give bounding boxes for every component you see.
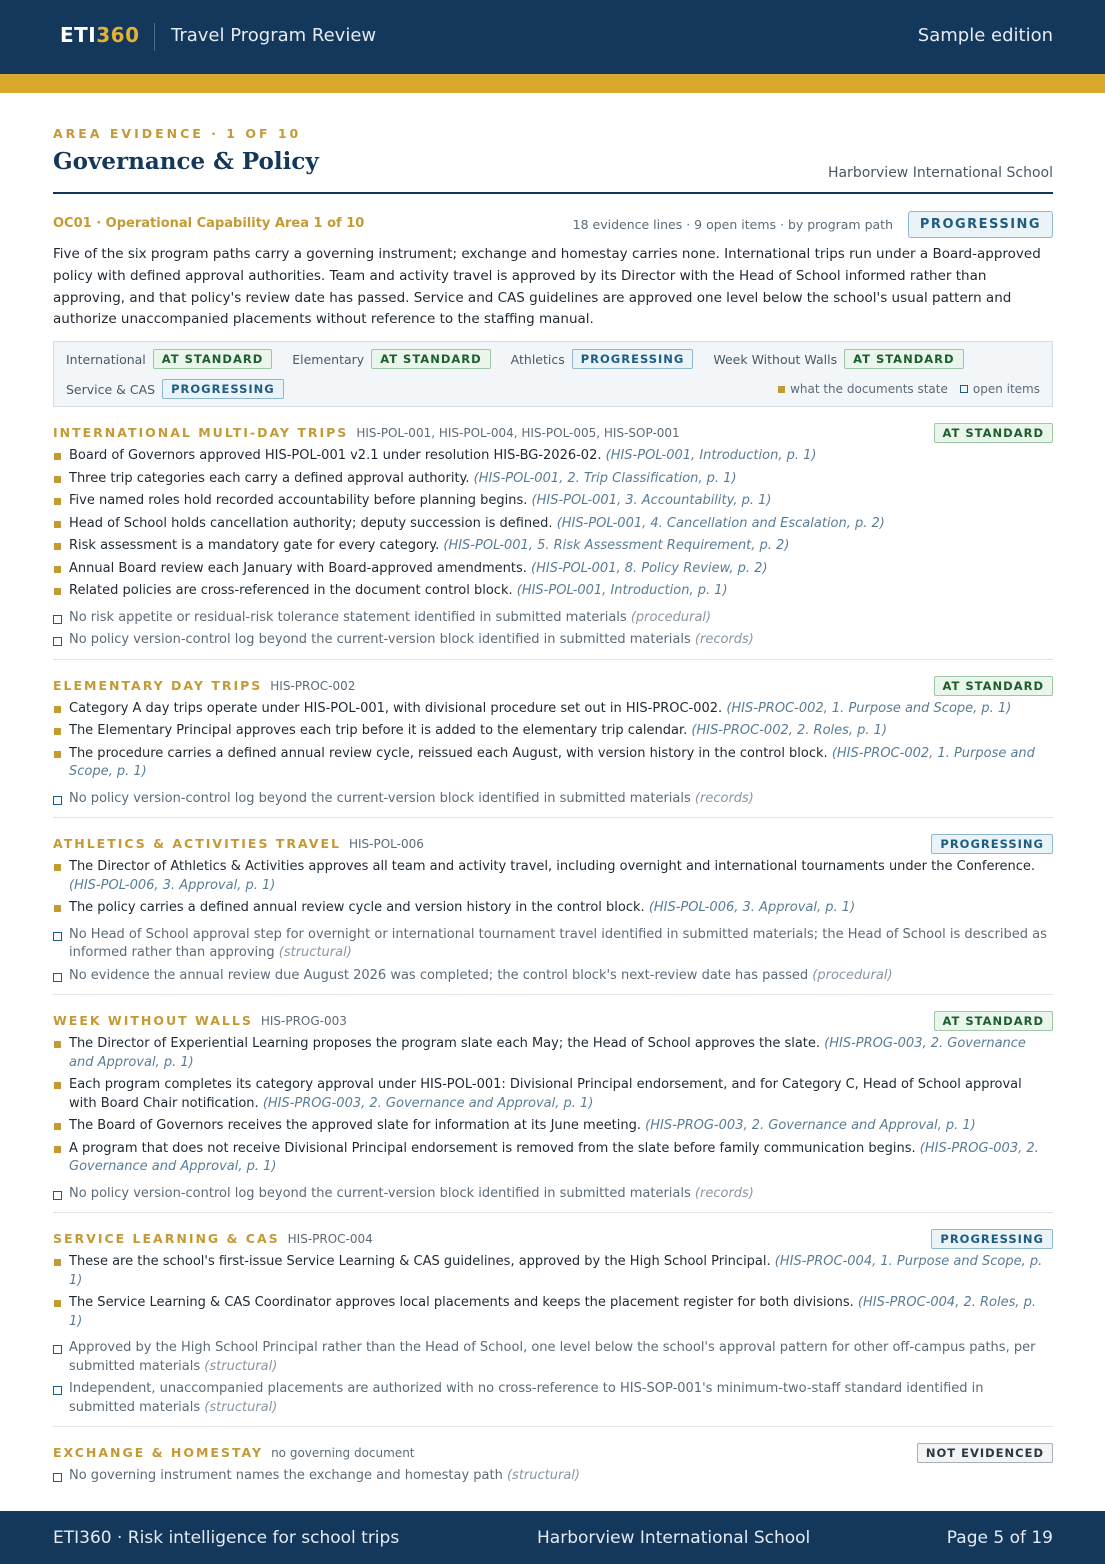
fact-citation: (HIS-PROC-002, 1. Purpose and Scope, p. 1) bbox=[69, 745, 1035, 780]
fact-text: Five named roles hold recorded accountability before planning begins. bbox=[69, 493, 528, 509]
school-name: Harborview International School bbox=[827, 165, 1053, 181]
fact-text: These are the school's first-issue Service Learning & CAS guidelines, approved by the High School Principal. bbox=[69, 1254, 771, 1270]
path-name-text: SERVICE LEARNING & CAS bbox=[53, 1231, 280, 1247]
open-item bbox=[53, 1339, 1053, 1376]
legend bbox=[766, 382, 1040, 396]
legend-facts bbox=[778, 382, 948, 396]
open-item-category: (structural) bbox=[204, 1399, 278, 1415]
open-item-text: Approved by the High School Principal rather than the Head of School, one level below the school's approval pattern for other off-campus paths, per submitted materials bbox=[69, 1340, 1036, 1374]
open-item-text: No evidence the annual review due August 2026 was completed; the control block's next-review date has passed bbox=[69, 967, 809, 983]
page-title: Governance & Policy bbox=[53, 148, 319, 175]
status-pair bbox=[713, 349, 963, 369]
open-item-text: No Head of School approval step for overnight or international tournament travel identified in submitted materials; the Head of School is described as informed rather than approving bbox=[69, 926, 1047, 961]
path-section-international bbox=[53, 421, 1053, 660]
open-item-category: (records) bbox=[694, 790, 754, 806]
path-header bbox=[53, 674, 1053, 696]
evidence-fact-item bbox=[53, 560, 1053, 579]
evidence-fact-item bbox=[53, 1117, 1053, 1136]
path-status-badge: PROGRESSING bbox=[931, 834, 1053, 854]
footer-school: Harborview International School bbox=[537, 1528, 811, 1548]
open-item-text: No policy version-control log beyond the current-version block identified in submitted materials bbox=[69, 632, 691, 648]
fact-text: Risk assessment is a mandatory gate for every category. bbox=[69, 538, 440, 554]
fact-citation: (HIS-POL-006, 3. Approval, p. 1) bbox=[69, 877, 276, 893]
path-section-exchange bbox=[53, 1441, 1053, 1495]
status-path-label: Week Without Walls bbox=[713, 351, 838, 367]
evidence-facts-list bbox=[53, 700, 1053, 782]
legend-gaps-label: open items bbox=[972, 382, 1040, 397]
path-section-service-cas bbox=[53, 1227, 1053, 1427]
fact-text: Head of School holds cancellation authority; deputy succession is defined. bbox=[69, 515, 553, 531]
path-status-wrapper bbox=[934, 675, 1053, 696]
fact-text: The Elementary Principal approves each trip before it is added to the elementary trip calendar. bbox=[69, 723, 688, 739]
open-items-list bbox=[53, 1339, 1053, 1417]
open-item-category: (records) bbox=[694, 1185, 754, 1201]
open-items-list bbox=[53, 1467, 1053, 1486]
open-item bbox=[53, 1380, 1053, 1417]
accent-strip bbox=[0, 74, 1105, 93]
path-status-wrapper bbox=[931, 833, 1053, 854]
brand-divider bbox=[154, 23, 155, 51]
legend-gaps bbox=[960, 382, 1040, 396]
open-item bbox=[53, 609, 1053, 628]
evidence-fact-item bbox=[53, 470, 1053, 489]
status-path-label: Athletics bbox=[510, 351, 565, 367]
oc-label: OC01 · Operational Capability Area 1 of 10 bbox=[53, 216, 365, 231]
evidence-fact-item bbox=[53, 1253, 1053, 1290]
path-section-athletics bbox=[53, 832, 1053, 995]
path-status-grid bbox=[53, 341, 1053, 407]
open-item-text: No governing instrument names the exchange and homestay path bbox=[69, 1468, 503, 1484]
path-name bbox=[53, 1445, 415, 1460]
fact-citation: (HIS-PROG-003, 2. Governance and Approval, p. 1) bbox=[69, 1036, 1026, 1070]
footer-bar bbox=[0, 1511, 1105, 1564]
fact-text: Related policies are cross-referenced in the document control block. bbox=[69, 583, 513, 599]
path-name bbox=[53, 1013, 347, 1028]
evidence-facts-list bbox=[53, 858, 1053, 918]
fact-citation: (HIS-POL-001, Introduction, p. 1) bbox=[605, 448, 817, 464]
evidence-facts-list bbox=[53, 1035, 1053, 1177]
status-pair bbox=[511, 349, 694, 369]
page-content bbox=[53, 126, 1053, 1495]
fact-citation: (HIS-PROC-004, 2. Roles, p. 1) bbox=[69, 1295, 1037, 1329]
path-status-wrapper bbox=[931, 1228, 1053, 1249]
fact-citation: (HIS-POL-006, 3. Approval, p. 1) bbox=[648, 900, 856, 916]
evidence-fact-item bbox=[53, 1294, 1053, 1331]
evidence-fact-item bbox=[53, 515, 1053, 534]
path-header bbox=[53, 1009, 1053, 1031]
area-eyebrow: AREA EVIDENCE · 1 OF 10 bbox=[53, 126, 302, 141]
path-name bbox=[53, 836, 424, 851]
fact-text: A program that does not receive Divisional Principal endorsement is removed from the slate before family communication begins. bbox=[69, 1140, 916, 1156]
fact-citation: (HIS-POL-001, 3. Accountability, p. 1) bbox=[531, 493, 772, 509]
fact-text: The policy carries a defined annual review cycle and version history in the control block. bbox=[69, 900, 645, 916]
path-header bbox=[53, 1441, 1053, 1463]
path-status-badge: AT STANDARD bbox=[934, 676, 1053, 696]
path-name-text: EXCHANGE & HOMESTAY bbox=[53, 1445, 264, 1461]
evidence-facts-list bbox=[53, 1253, 1053, 1331]
oc-stats: 18 evidence lines · 9 open items · by program path bbox=[572, 217, 893, 232]
evidence-fact-item bbox=[53, 899, 1053, 918]
open-item bbox=[53, 1467, 1053, 1486]
footer-page-number: Page 5 of 19 bbox=[946, 1528, 1053, 1548]
open-items-list bbox=[53, 609, 1053, 650]
open-square-icon bbox=[960, 385, 968, 393]
brand-main: ETI bbox=[60, 23, 97, 47]
open-item-category: (structural) bbox=[506, 1468, 580, 1484]
status-path-label: Elementary bbox=[292, 351, 365, 367]
path-document-refs: HIS-POL-001, HIS-POL-004, HIS-POL-005, HIS-SOP-001 bbox=[356, 426, 680, 441]
path-name bbox=[53, 1231, 373, 1246]
path-document-refs: HIS-PROC-004 bbox=[287, 1232, 373, 1247]
oc-status-badge: PROGRESSING bbox=[908, 211, 1053, 238]
path-name-text: ATHLETICS & ACTIVITIES TRAVEL bbox=[53, 836, 341, 852]
fact-text: The Service Learning & CAS Coordinator approves local placements and keeps the placement register for both divisions. bbox=[69, 1295, 854, 1311]
evidence-fact-item bbox=[53, 722, 1053, 741]
path-section-elementary bbox=[53, 674, 1053, 819]
fact-text: The procedure carries a defined annual review cycle, reissued each August, with version history in the control block. bbox=[69, 745, 828, 761]
brand-logo bbox=[60, 23, 140, 47]
fact-text: The Director of Experiential Learning proposes the program slate each May; the Head of School approves the slate. bbox=[69, 1036, 821, 1052]
fact-text: Board of Governors approved HIS-POL-001 v2.1 under resolution HIS-BG-2026-02. bbox=[69, 448, 602, 464]
path-header bbox=[53, 832, 1053, 854]
top-header-bar bbox=[0, 0, 1105, 74]
evidence-fact-item bbox=[53, 1076, 1053, 1113]
document-title: Travel Program Review bbox=[171, 25, 377, 46]
path-status-badge: PROGRESSING bbox=[931, 1229, 1053, 1249]
fact-citation: (HIS-POL-001, 5. Risk Assessment Requirement, p. 2) bbox=[443, 538, 790, 554]
fact-citation: (HIS-PROG-003, 2. Governance and Approval, p. 1) bbox=[645, 1118, 976, 1134]
edition-label: Sample edition bbox=[917, 25, 1053, 46]
open-item bbox=[53, 1185, 1053, 1204]
path-status-badge: AT STANDARD bbox=[934, 1011, 1053, 1031]
open-item bbox=[53, 790, 1053, 809]
open-item-category: (procedural) bbox=[812, 967, 893, 983]
path-status-wrapper bbox=[934, 422, 1053, 443]
status-badge: PROGRESSING bbox=[162, 379, 284, 399]
fact-citation: (HIS-PROG-003, 2. Governance and Approval, p. 1) bbox=[262, 1095, 594, 1111]
open-item-category: (procedural) bbox=[630, 609, 712, 625]
path-status-badge: AT STANDARD bbox=[934, 423, 1053, 443]
open-item-category: (records) bbox=[694, 632, 754, 648]
open-item-text: No policy version-control log beyond the current-version block identified in submitted materials bbox=[69, 1185, 691, 1201]
path-document-refs: HIS-PROG-003 bbox=[260, 1014, 347, 1029]
path-document-refs: HIS-PROC-002 bbox=[270, 678, 356, 693]
path-document-refs: no governing document bbox=[271, 1446, 415, 1461]
path-document-refs: HIS-POL-006 bbox=[348, 837, 424, 852]
status-badge: AT STANDARD bbox=[371, 349, 490, 369]
evidence-fact-item bbox=[53, 537, 1053, 556]
path-name-text: WEEK WITHOUT WALLS bbox=[53, 1013, 253, 1029]
title-row bbox=[53, 148, 1053, 194]
status-pair bbox=[66, 379, 284, 399]
open-item-category: (structural) bbox=[278, 945, 352, 961]
open-item-text: No policy version-control log beyond the current-version block identified in submitted materials bbox=[69, 790, 691, 806]
open-items-list bbox=[53, 790, 1053, 809]
fact-citation: (HIS-POL-001, Introduction, p. 1) bbox=[516, 583, 728, 599]
fact-citation: (HIS-PROG-003, 2. Governance and Approval, p. 1) bbox=[69, 1140, 1039, 1175]
status-path-label: International bbox=[66, 351, 146, 367]
status-badge: AT STANDARD bbox=[844, 349, 963, 369]
fact-text: Category A day trips operate under HIS-POL-001, with divisional procedure set out in HIS-PROC-002. bbox=[69, 700, 723, 716]
oc-row bbox=[53, 211, 1053, 239]
path-status-wrapper bbox=[934, 1010, 1053, 1031]
open-item-text: Independent, unaccompanied placements are authorized with no cross-reference to HIS-SOP-001's minimum-two-staff standard identified in submitted materials bbox=[69, 1381, 984, 1415]
evidence-fact-item bbox=[53, 858, 1053, 895]
evidence-facts-list bbox=[53, 447, 1053, 601]
path-name-text: INTERNATIONAL MULTI-DAY TRIPS bbox=[53, 425, 349, 441]
path-header bbox=[53, 1227, 1053, 1249]
status-path-label: Service & CAS bbox=[66, 381, 156, 397]
fact-text: The Board of Governors receives the approved slate for information at its June meeting. bbox=[69, 1118, 642, 1134]
path-status-wrapper bbox=[917, 1442, 1053, 1463]
fact-citation: (HIS-POL-001, 4. Cancellation and Escalation, p. 2) bbox=[556, 515, 885, 531]
fact-citation: (HIS-PROC-002, 2. Roles, p. 1) bbox=[691, 723, 888, 739]
fact-citation: (HIS-PROC-002, 1. Purpose and Scope, p. 1) bbox=[726, 700, 1012, 716]
evidence-fact-item bbox=[53, 700, 1053, 719]
path-section-week-without-walls bbox=[53, 1009, 1053, 1213]
open-item-text: No risk appetite or residual-risk tolerance statement identified in submitted materials bbox=[69, 609, 627, 625]
evidence-fact-item bbox=[53, 1140, 1053, 1177]
status-badge: AT STANDARD bbox=[153, 349, 272, 369]
footer-brand: ETI360 · Risk intelligence for school trips bbox=[53, 1528, 400, 1548]
path-name bbox=[53, 425, 680, 440]
fact-text: The Director of Athletics & Activities approves all team and activity travel, including overnight and international tournaments under the Conference. bbox=[69, 859, 1036, 875]
status-badge: PROGRESSING bbox=[572, 349, 694, 369]
brand-accent: 360 bbox=[96, 23, 140, 47]
fact-text: Three trip categories each carry a defined approval authority. bbox=[69, 470, 470, 486]
evidence-fact-item bbox=[53, 582, 1053, 601]
evidence-fact-item bbox=[53, 1035, 1053, 1072]
evidence-fact-item bbox=[53, 745, 1053, 782]
open-items-list bbox=[53, 1185, 1053, 1204]
open-item bbox=[53, 631, 1053, 650]
open-item-category: (structural) bbox=[204, 1358, 278, 1374]
fact-citation: (HIS-POL-001, 8. Policy Review, p. 2) bbox=[531, 560, 768, 576]
path-status-badge: NOT EVIDENCED bbox=[917, 1443, 1053, 1463]
path-header bbox=[53, 421, 1053, 443]
status-row-1 bbox=[66, 349, 1040, 369]
path-name-text: ELEMENTARY DAY TRIPS bbox=[53, 677, 263, 693]
open-items-list bbox=[53, 926, 1053, 986]
legend-facts-label: what the documents state bbox=[790, 382, 948, 397]
open-item bbox=[53, 967, 1053, 986]
status-pair bbox=[292, 349, 490, 369]
filled-square-icon bbox=[778, 386, 785, 393]
evidence-fact-item bbox=[53, 447, 1053, 466]
path-name bbox=[53, 678, 355, 693]
status-pair bbox=[66, 349, 272, 369]
open-item bbox=[53, 926, 1053, 963]
fact-text: Annual Board review each January with Board-approved amendments. bbox=[69, 560, 527, 576]
fact-text: Each program completes its category approval under HIS-POL-001: Divisional Principal endorsement, and for Category C, Head of School approval with Board Chair notification. bbox=[69, 1077, 1022, 1111]
area-summary: Five of the six program paths carry a governing instrument; exchange and homestay carries none. International trips run under a Board-approved policy with defined approval authorities. Team and activity travel is approved by its Director with the Head of School informed rather than approving, and that policy's review date has passed. Service and CAS guidelines are approved one level below the school's usual pattern and authorize unaccompanied placements without reference to the staffing manual. bbox=[53, 246, 1041, 328]
evidence-fact-item bbox=[53, 492, 1053, 511]
fact-citation: (HIS-PROC-004, 1. Purpose and Scope, p. 1) bbox=[69, 1254, 1043, 1288]
fact-citation: (HIS-POL-001, 2. Trip Classification, p. 1) bbox=[473, 470, 737, 486]
